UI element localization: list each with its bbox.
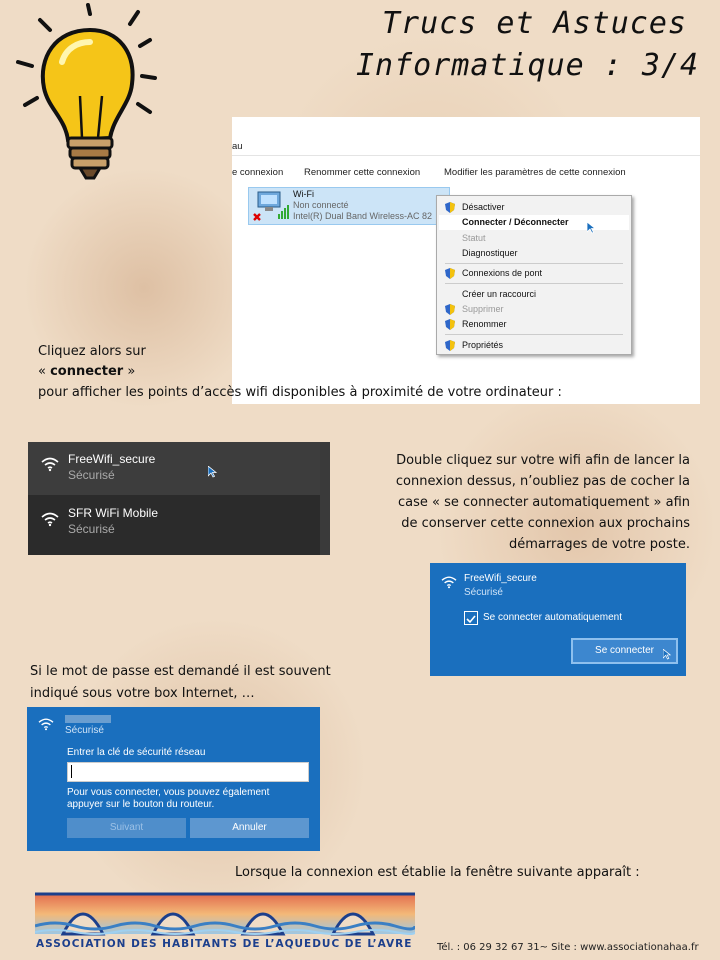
instruction-2-line: Double cliquez sur votre wifi afin de lancer la (396, 453, 690, 468)
shield-icon (445, 268, 455, 279)
network-name: FreeWifi_secure (68, 452, 156, 466)
adapter-device: Intel(R) Dual Band Wireless-AC 82 (293, 211, 433, 221)
wifi-icon (40, 456, 60, 472)
checkmark-icon (465, 613, 477, 625)
network-name: FreeWifi_secure (464, 573, 537, 584)
instruction-2-line: démarrages de votre poste. (509, 537, 690, 552)
rename-connection-button[interactable]: Renommer cette connexion (304, 167, 421, 178)
adapter-status: Non connecté (293, 200, 349, 210)
network-connections-screenshot (232, 117, 700, 404)
lightbulb-icon (10, 0, 170, 185)
wifi-adapter-tile[interactable] (248, 187, 450, 225)
association-name: ASSOCIATION DES HABITANTS DE L’AQUEDUC DE L’AVRE (36, 938, 413, 950)
mouse-cursor-icon (587, 222, 597, 234)
connection-toolbar (232, 163, 700, 185)
shield-icon (445, 340, 455, 351)
next-button[interactable]: Suivant (67, 818, 186, 838)
quote-close: » (123, 364, 136, 379)
menu-item-diagnose[interactable]: Diagnostiquer (462, 248, 518, 258)
address-fragment: au (232, 141, 243, 152)
instruction-4: Lorsque la connexion est établie la fenêtre suivante apparaît : (235, 865, 640, 880)
menu-item-properties[interactable]: Propriétés (462, 340, 504, 350)
instruction-2 (396, 450, 690, 555)
modify-connection-button[interactable]: Modifier les paramètres de cette connexion (444, 167, 626, 178)
network-security: Sécurisé (464, 587, 503, 598)
menu-separator (445, 334, 623, 335)
wifi-network-list (28, 442, 330, 555)
text-caret (71, 765, 72, 778)
title-line-1: Trucs et Astuces (382, 6, 687, 41)
title-line-2: Informatique : 3/4 (356, 48, 700, 83)
list-item[interactable] (28, 442, 320, 495)
menu-item-bridge[interactable]: Connexions de pont (462, 268, 543, 278)
contact-info: Tél. : 06 29 32 67 31~ Site : www.associationahaa.fr (437, 942, 699, 953)
menu-separator (445, 263, 623, 264)
auto-connect-label: Se connecter automatiquement (483, 612, 622, 623)
menu-item-delete[interactable]: Supprimer (462, 304, 504, 314)
menu-item-rename[interactable]: Renommer (462, 319, 507, 329)
context-menu (436, 195, 632, 355)
network-security: Sécurisé (68, 468, 115, 482)
menu-item-connect[interactable]: Connecter / Déconnecter (462, 217, 569, 227)
security-key-input[interactable] (67, 762, 309, 782)
connect-keyword: connecter (50, 364, 124, 379)
shield-icon (445, 319, 455, 330)
menu-separator (445, 283, 623, 284)
instruction-3 (30, 661, 331, 705)
wifi-password-panel (27, 707, 320, 851)
instruction-1-line-3: pour afficher les points d’accès wifi disponibles à proximité de votre ordinateur : (38, 385, 562, 400)
association-logo (35, 888, 415, 940)
network-security: Sécurisé (65, 725, 104, 736)
network-security: Sécurisé (68, 522, 115, 536)
menu-item-status[interactable]: Statut (462, 233, 486, 243)
router-hint-line: Pour vous connecter, vous pouvez également (67, 787, 270, 798)
auto-connect-checkbox[interactable] (464, 611, 478, 625)
network-adapter-icon (252, 190, 290, 222)
mouse-cursor-icon (663, 649, 672, 660)
toolbar-item[interactable]: e connexion (232, 167, 284, 178)
scrollbar[interactable] (320, 442, 330, 555)
instruction-1-line-2 (38, 364, 135, 379)
router-hint-line: appuyer sur le bouton du routeur. (67, 799, 215, 810)
network-name: SFR WiFi Mobile (68, 506, 159, 520)
menu-item-disable[interactable]: Désactiver (462, 202, 505, 212)
adapter-name: Wi-Fi (293, 189, 314, 199)
connect-button[interactable]: Se connecter (571, 638, 678, 664)
instruction-3-line: Si le mot de passe est demandé il est souvent (30, 664, 331, 679)
cancel-button[interactable]: Annuler (190, 818, 309, 838)
instruction-1-line-1: Cliquez alors sur (38, 344, 146, 359)
quote-open: « (38, 364, 51, 379)
instruction-2-line: case « se connecter automatiquement » afin (398, 495, 690, 510)
shield-icon (445, 202, 455, 213)
shield-icon (445, 304, 455, 315)
security-key-label: Entrer la clé de sécurité réseau (67, 747, 206, 758)
wifi-icon (37, 717, 55, 731)
instruction-2-line: de conserver cette connexion aux prochains (401, 516, 690, 531)
list-item[interactable] (28, 497, 320, 550)
blurred-network-name (65, 715, 111, 723)
wifi-icon (440, 575, 458, 589)
mouse-cursor-icon (208, 466, 218, 478)
router-hint (67, 787, 269, 811)
instruction-3-line: indiqué sous votre box Internet, … (30, 686, 255, 701)
instruction-2-line: connexion dessus, n’oubliez pas de cocher la (395, 474, 690, 489)
menu-item-shortcut[interactable]: Créer un raccourci (462, 289, 537, 299)
wifi-icon (40, 511, 60, 527)
wifi-connect-panel (430, 563, 686, 676)
